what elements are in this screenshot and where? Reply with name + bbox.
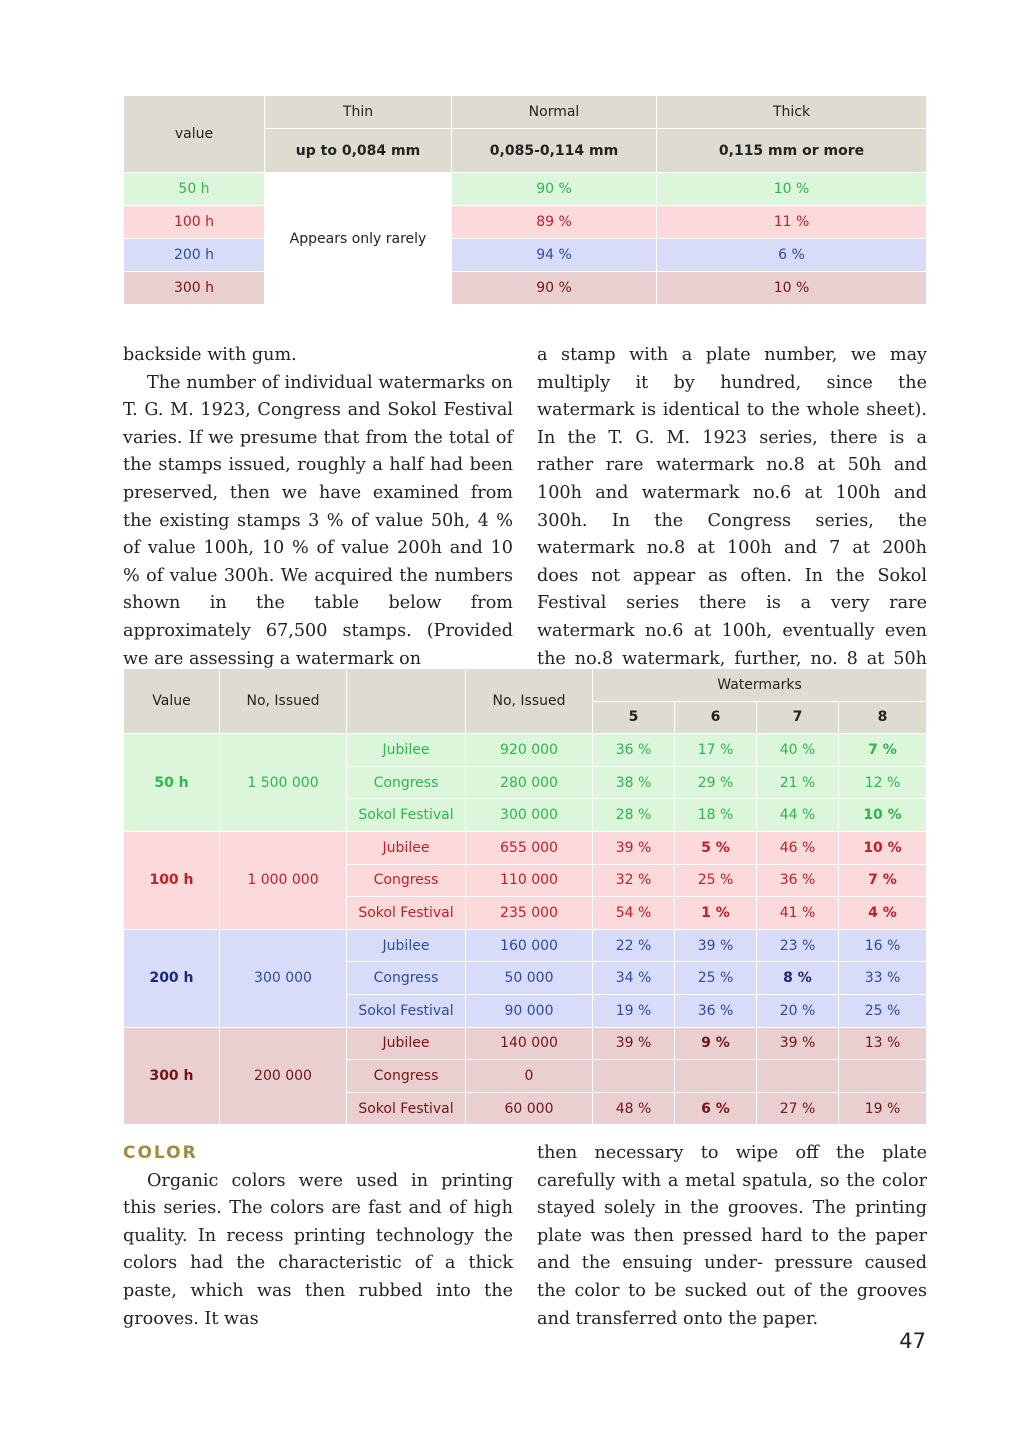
value-header: Value xyxy=(124,669,220,734)
series-issued-cell: 300 000 xyxy=(466,799,593,832)
value-cell: 300 h xyxy=(124,272,265,305)
series-cell: Sokol Festival xyxy=(347,1092,466,1125)
issued-cell: 300 000 xyxy=(220,929,347,1027)
wm-cell: 36 % xyxy=(675,994,757,1027)
wm-cell: 10 % xyxy=(839,799,927,832)
section-heading: COLOR xyxy=(123,1143,198,1163)
wm-cell xyxy=(675,1060,757,1093)
wm-cell: 27 % xyxy=(757,1092,839,1125)
wm-cell xyxy=(593,1060,675,1093)
wm-cell: 6 % xyxy=(675,1092,757,1125)
series-issued-cell: 50 000 xyxy=(466,962,593,995)
series-issued-cell: 60 000 xyxy=(466,1092,593,1125)
series-issued-cell: 0 xyxy=(466,1060,593,1093)
series-issued-cell: 160 000 xyxy=(466,929,593,962)
wm-cell: 12 % xyxy=(839,766,927,799)
rare-note: Appears only rarely xyxy=(265,173,452,305)
thick-header: Thick xyxy=(657,96,927,129)
wm-cell: 25 % xyxy=(839,994,927,1027)
wm-cell: 39 % xyxy=(593,831,675,864)
table-row xyxy=(124,173,927,206)
wm-cell: 32 % xyxy=(593,864,675,897)
wm-cell: 48 % xyxy=(593,1092,675,1125)
wm-cell: 44 % xyxy=(757,799,839,832)
paragraph: backside with gum. xyxy=(123,345,297,365)
series-cell: Congress xyxy=(347,962,466,995)
wm-cell: 39 % xyxy=(757,1027,839,1060)
wm-cell xyxy=(839,1060,927,1093)
table-row xyxy=(124,734,927,767)
series-cell: Congress xyxy=(347,766,466,799)
paragraph: a stamp with a plate number, we may multiply it by hundred, since the watermark is identical to the whole sheet). In the T. G. M. 1923 series, there is a rather rare watermark no.8 at 50h and 100h and watermark no.6 at 100h and 300h. In the Congress series, the watermark no.8 at 100h and 7 at 200h does not appear as often. In the Sokol Festival series there is a very rare watermark no.6 at 100h, eventually even the no.8 watermark, further, no. 8 at 50h xyxy=(537,345,927,669)
color-column-left xyxy=(123,1140,513,1333)
wm-cell: 34 % xyxy=(593,962,675,995)
series-header xyxy=(347,669,466,734)
value-cell: 300 h xyxy=(124,1027,220,1125)
thick-cell: 6 % xyxy=(657,239,927,272)
wm-cell: 20 % xyxy=(757,994,839,1027)
wm-cell: 38 % xyxy=(593,766,675,799)
thick-cell: 11 % xyxy=(657,206,927,239)
wm-cell: 8 % xyxy=(757,962,839,995)
text-column-right xyxy=(537,342,927,701)
wm-5-header: 5 xyxy=(593,701,675,734)
value-cell: 50 h xyxy=(124,173,265,206)
series-cell: Sokol Festival xyxy=(347,994,466,1027)
color-column-right xyxy=(537,1140,927,1333)
value-cell: 100 h xyxy=(124,831,220,929)
wm-cell: 18 % xyxy=(675,799,757,832)
wm-cell: 46 % xyxy=(757,831,839,864)
wm-cell: 9 % xyxy=(675,1027,757,1060)
series-issued-cell: 90 000 xyxy=(466,994,593,1027)
value-cell: 50 h xyxy=(124,734,220,832)
value-cell: 100 h xyxy=(124,206,265,239)
normal-cell: 90 % xyxy=(452,173,657,206)
table-row xyxy=(124,206,927,239)
series-cell: Sokol Festival xyxy=(347,799,466,832)
wm-cell: 23 % xyxy=(757,929,839,962)
issued-cell: 200 000 xyxy=(220,1027,347,1125)
wm-cell: 22 % xyxy=(593,929,675,962)
wm-cell xyxy=(757,1060,839,1093)
wm-6-header: 6 xyxy=(675,701,757,734)
series-cell: Jubilee xyxy=(347,929,466,962)
table-row xyxy=(124,272,927,305)
thin-header: Thin xyxy=(265,96,452,129)
paper-thickness-table xyxy=(123,95,927,305)
issued-cell: 1 500 000 xyxy=(220,734,347,832)
paragraph: Organic colors were used in printing this series. The colors are fast and of high quality. In recess printing technology the colors had the characteristic of a thick paste, which was then rubbed into the grooves. It was xyxy=(123,1170,513,1329)
normal-range: 0,085-0,114 mm xyxy=(452,129,657,173)
wm-cell: 16 % xyxy=(839,929,927,962)
series-cell: Sokol Festival xyxy=(347,897,466,930)
issued-header-2: No, Issued xyxy=(466,669,593,734)
wm-cell: 39 % xyxy=(675,929,757,962)
normal-header: Normal xyxy=(452,96,657,129)
paragraph: The number of individual watermarks on T. G. M. 1923, Congress and Sokol Festival varies. If we presume that from the total of the stamps issued, roughly a half had been preserved, then we have examined from the existing stamps 3 % of value 50h, 4 % of value 100h, 10 % of value 200h and 10 % of value 300h. We acquired the numbers shown in the table below from approximately 67,500 stamps. (Provided we are assessing a watermark on xyxy=(123,372,513,669)
series-cell: Congress xyxy=(347,864,466,897)
wm-cell: 54 % xyxy=(593,897,675,930)
value-cell: 200 h xyxy=(124,929,220,1027)
normal-cell: 89 % xyxy=(452,206,657,239)
paragraph: then necessary to wipe off the plate carefully with a metal spatula, so the color stayed solely in the grooves. The printing plate was then pressed hard to the paper and the ensuing under- pressure caused the color to be sucked out of the grooves and transferred onto the paper. xyxy=(537,1143,927,1329)
text-column-left xyxy=(123,342,513,673)
wm-cell: 25 % xyxy=(675,962,757,995)
table-row xyxy=(124,831,927,864)
wm-cell: 7 % xyxy=(839,734,927,767)
series-issued-cell: 920 000 xyxy=(466,734,593,767)
series-issued-cell: 655 000 xyxy=(466,831,593,864)
wm-cell: 19 % xyxy=(839,1092,927,1125)
watermark-table xyxy=(123,668,927,1125)
series-cell: Jubilee xyxy=(347,734,466,767)
normal-cell: 90 % xyxy=(452,272,657,305)
value-header: value xyxy=(124,96,265,173)
wm-cell: 1 % xyxy=(675,897,757,930)
wm-cell: 28 % xyxy=(593,799,675,832)
thick-cell: 10 % xyxy=(657,272,927,305)
wm-cell: 13 % xyxy=(839,1027,927,1060)
series-cell: Congress xyxy=(347,1060,466,1093)
wm-cell: 33 % xyxy=(839,962,927,995)
issued-cell: 1 000 000 xyxy=(220,831,347,929)
wm-cell: 17 % xyxy=(675,734,757,767)
series-issued-cell: 110 000 xyxy=(466,864,593,897)
wm-cell: 19 % xyxy=(593,994,675,1027)
value-cell: 200 h xyxy=(124,239,265,272)
series-issued-cell: 140 000 xyxy=(466,1027,593,1060)
thin-range: up to 0,084 mm xyxy=(265,129,452,173)
wm-cell: 41 % xyxy=(757,897,839,930)
issued-header: No, Issued xyxy=(220,669,347,734)
series-issued-cell: 280 000 xyxy=(466,766,593,799)
series-cell: Jubilee xyxy=(347,831,466,864)
wm-cell: 7 % xyxy=(839,864,927,897)
normal-cell: 94 % xyxy=(452,239,657,272)
wm-cell: 36 % xyxy=(757,864,839,897)
wm-cell: 10 % xyxy=(839,831,927,864)
wm-cell: 4 % xyxy=(839,897,927,930)
page-number: 47 xyxy=(899,1329,926,1353)
wm-7-header: 7 xyxy=(757,701,839,734)
table-row xyxy=(124,239,927,272)
table-row xyxy=(124,929,927,962)
wm-cell: 25 % xyxy=(675,864,757,897)
thick-cell: 10 % xyxy=(657,173,927,206)
wm-cell: 36 % xyxy=(593,734,675,767)
wm-cell: 5 % xyxy=(675,831,757,864)
thick-range: 0,115 mm or more xyxy=(657,129,927,173)
wm-cell: 21 % xyxy=(757,766,839,799)
wm-cell: 40 % xyxy=(757,734,839,767)
watermarks-header: Watermarks xyxy=(593,669,927,702)
wm-8-header: 8 xyxy=(839,701,927,734)
series-cell: Jubilee xyxy=(347,1027,466,1060)
wm-cell: 29 % xyxy=(675,766,757,799)
series-issued-cell: 235 000 xyxy=(466,897,593,930)
wm-cell: 39 % xyxy=(593,1027,675,1060)
table-row xyxy=(124,1027,927,1060)
